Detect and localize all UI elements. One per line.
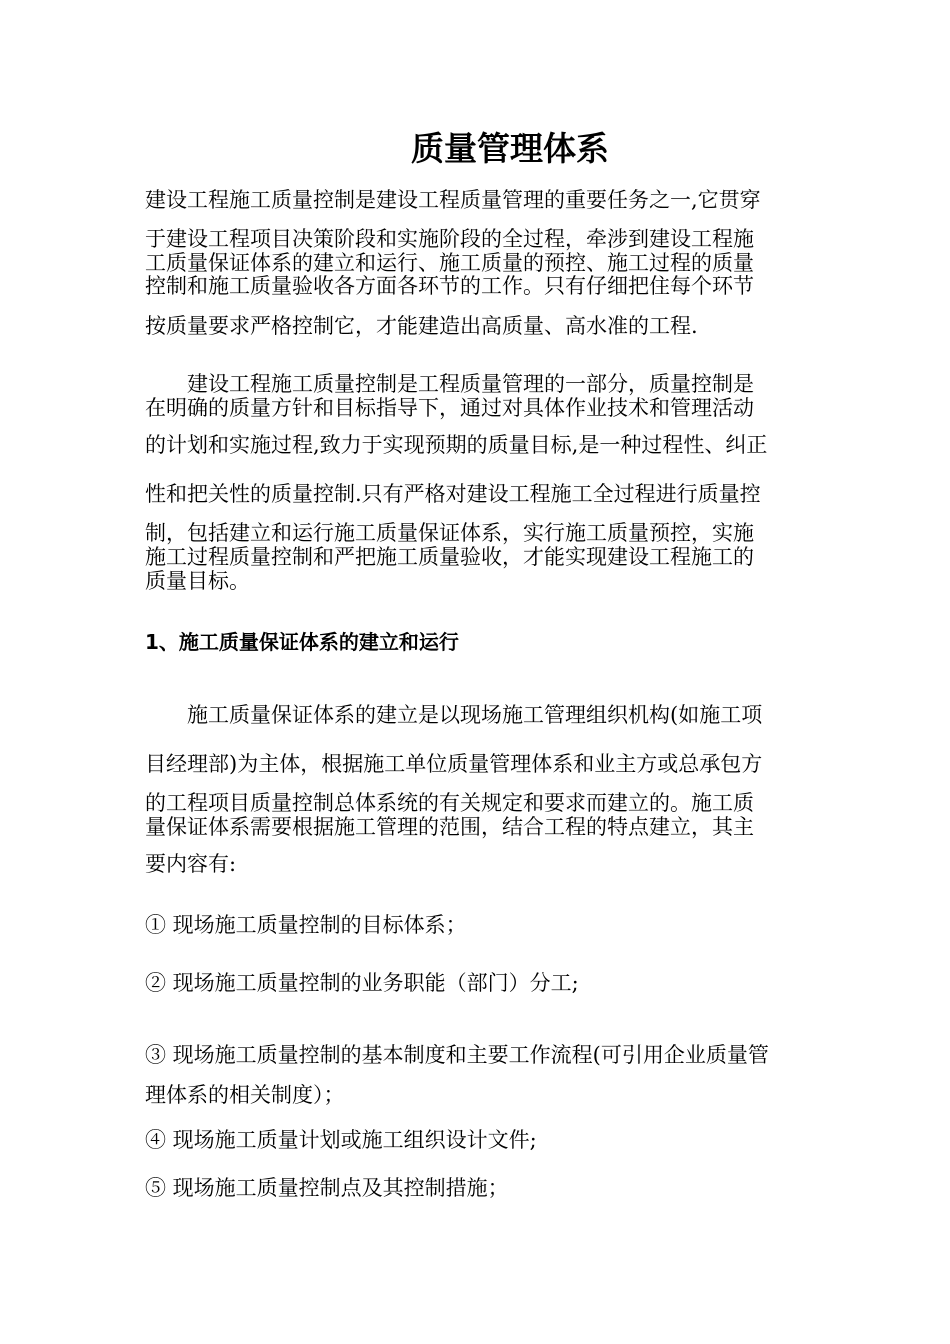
list-item: ③ 现场施工质量控制的基本制度和主要工作流程(可引用企业质量管	[145, 1043, 769, 1067]
paragraph-line: 施工质量保证体系的建立是以现场施工管理组织机构(如施工项	[187, 703, 763, 727]
paragraph-line: 按质量要求严格控制它，才能建造出高质量、高水准的工程.	[145, 314, 698, 338]
paragraph-line: 量保证体系需要根据施工管理的范围，结合工程的特点建立，其主	[145, 815, 754, 839]
paragraph-line: 工质量保证体系的建立和运行、施工质量的预控、施工过程的质量	[145, 251, 754, 275]
paragraph-line: 施工过程质量控制和严把施工质量验收，才能实现建设工程施工的	[145, 545, 754, 569]
paragraph-line: 建设工程施工质量控制是工程质量管理的一部分，质量控制是	[187, 372, 754, 396]
paragraph-line: 要内容有:	[145, 852, 237, 876]
document-title: 质量管理体系	[411, 129, 609, 168]
list-item: ① 现场施工质量控制的目标体系；	[145, 913, 467, 937]
paragraph-line: 控制和施工质量验收各方面各环节的工作。只有仔细把住每个环节	[145, 274, 754, 298]
paragraph-line: 建设工程施工质量控制是建设工程质量管理的重要任务之一,它贯穿	[145, 188, 761, 212]
paragraph-line: 的计划和实施过程,致力于实现预期的质量目标,是一种过程性、纠正	[145, 433, 768, 457]
paragraph-line: 在明确的质量方针和目标指导下，通过对具体作业技术和管理活动	[145, 396, 754, 420]
list-item: ④ 现场施工质量计划或施工组织设计文件;	[145, 1128, 537, 1152]
list-item: ⑤ 现场施工质量控制点及其控制措施；	[145, 1176, 509, 1200]
paragraph-line: 制，包括建立和运行施工质量保证体系，实行施工质量预控，实施	[145, 521, 754, 545]
paragraph-line: 质量目标。	[145, 569, 250, 593]
list-item: ② 现场施工质量控制的业务职能（部门）分工;	[145, 971, 579, 995]
paragraph-line: 于建设工程项目决策阶段和实施阶段的全过程，牵涉到建设工程施	[145, 227, 754, 251]
paragraph-line: 性和把关性的质量控制.只有严格对建设工程施工全过程进行质量控	[145, 482, 761, 506]
paragraph-line: 的工程项目质量控制总体系统的有关规定和要求而建立的。施工质	[145, 791, 754, 815]
paragraph-line: 目经理部)为主体，根据施工单位质量管理体系和业主方或总承包方	[145, 752, 763, 776]
section-heading: 1、施工质量保证体系的建立和运行	[145, 630, 459, 654]
list-item: 理体系的相关制度）；	[145, 1083, 345, 1107]
